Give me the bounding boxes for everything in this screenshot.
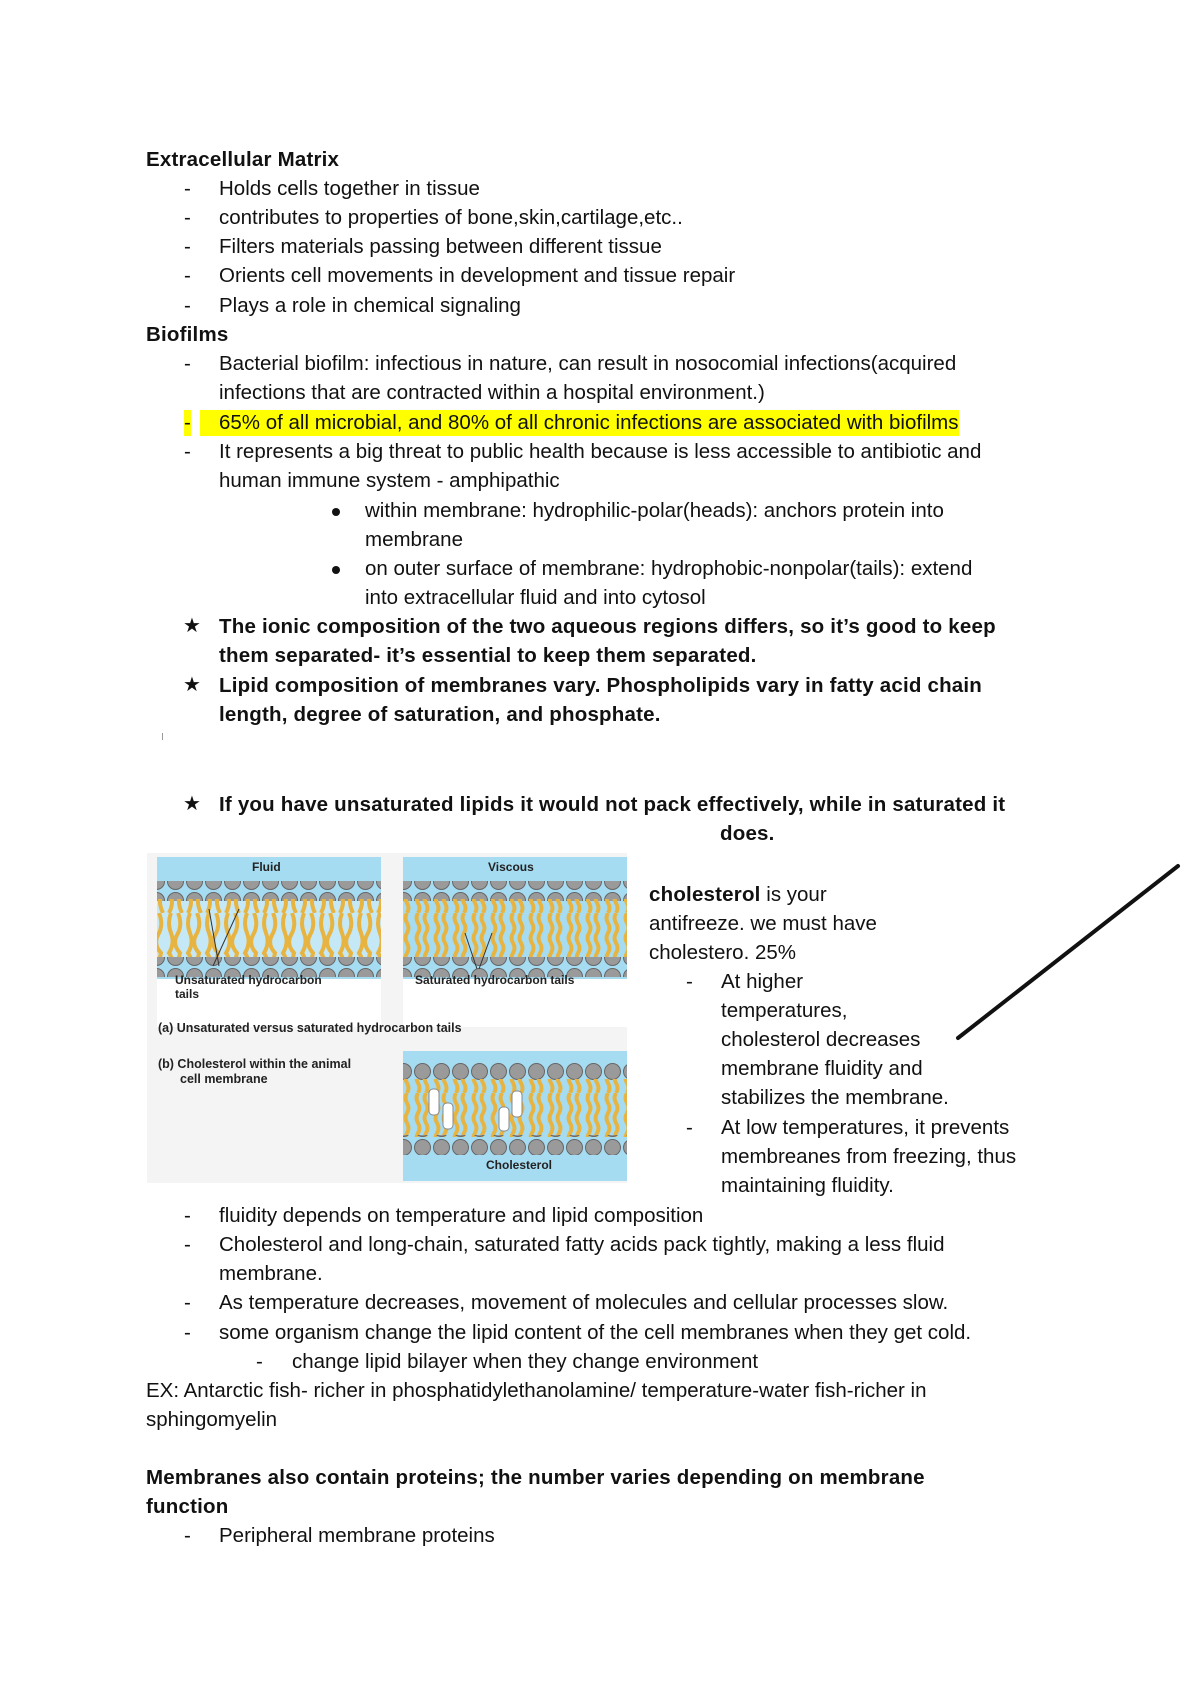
fluidity-item-cont: membrane. [219, 1262, 323, 1285]
protein-item: Peripheral membrane proteins [219, 1524, 495, 1547]
bullet-dash: - [184, 440, 191, 463]
viscous-label: Viscous [488, 860, 534, 874]
star-point: Lipid composition of membranes vary. Phospholipids vary in fatty acid chain [219, 674, 983, 697]
unsaturated-tails-label-cont: tails [175, 987, 200, 1001]
biofilm-item-cont: infections that are contracted within a hospital environment.) [219, 381, 765, 404]
star-icon: ★ [183, 674, 201, 696]
membrane-diagram [147, 853, 627, 1183]
bullet-dash: - [184, 411, 191, 434]
membrane-figure [147, 853, 627, 1183]
cholesterol-bullet-cont: stabilizes the membrane. [721, 1086, 949, 1109]
highlighted-stat [200, 408, 959, 437]
example-line-cont: sphingomyelin [146, 1408, 278, 1431]
bullet-dash: - [686, 970, 693, 993]
cholesterol-note-line: antifreeze. we must have [649, 912, 877, 935]
ecm-item: contributes to properties of bone,skin,cartilage,etc.. [219, 206, 683, 229]
cholesterol-note-rest: is your [760, 883, 827, 906]
bullet-dash: - [184, 1524, 191, 1547]
biofilm-item-cont: human immune system - amphipathic [219, 469, 560, 492]
fluidity-item: fluidity depends on temperature and lipid composition [219, 1204, 704, 1227]
sub-item: within membrane: hydrophilic-polar(heads): anchors protein into [365, 499, 944, 522]
star-point-cont: does. [720, 822, 775, 845]
biofilm-item: Bacterial biofilm: infectious in nature, can result in nosocomial infections(acquired [219, 352, 957, 375]
saturated-tails-label: Saturated hydrocarbon tails [415, 973, 575, 987]
star-point: If you have unsaturated lipids it would not pack effectively, while in saturated it [219, 793, 1006, 816]
cholesterol-bullet-cont: cholesterol decreases [721, 1028, 921, 1051]
ecm-item: Plays a role in chemical signaling [219, 294, 521, 317]
proteins-heading: Membranes also contain proteins; the number varies depending on membrane [146, 1466, 925, 1489]
bullet-dash: - [184, 294, 191, 317]
bullet-dot [332, 508, 340, 516]
bullet-dash: - [184, 206, 191, 229]
unsaturated-tails-label: Unsaturated hydrocarbon [175, 973, 322, 987]
biofilm-item: It represents a big threat to public health because is less accessible to antibiotic and [219, 440, 982, 463]
cholesterol-bullet-cont: maintaining fluidity. [721, 1174, 894, 1197]
star-icon: ★ [183, 793, 201, 815]
bullet-dot [332, 566, 340, 574]
highlighted-stat-text: 65% of all microbial, and 80% of all chronic infections are associated with biofilms [200, 410, 959, 436]
caption-b: (b) Cholesterol within the animal [158, 1057, 352, 1071]
cholesterol-bullet-cont: temperatures, [721, 999, 848, 1022]
fluid-label: Fluid [252, 860, 281, 874]
ecm-item: Orients cell movements in development and tissue repair [219, 264, 736, 287]
cholesterol-bold: cholesterol [649, 883, 761, 906]
caption-a: (a) Unsaturated versus saturated hydrocarbon tails [158, 1021, 462, 1035]
bullet-dash: - [184, 264, 191, 287]
star-point: The ionic composition of the two aqueous regions differs, so it’s good to keep [219, 615, 996, 638]
cholesterol-bullet: At low temperatures, it prevents [721, 1116, 1010, 1139]
bullet-dash: - [256, 1350, 263, 1373]
sub-item: on outer surface of membrane: hydrophobic-nonpolar(tails): extend [365, 557, 973, 580]
fluidity-item: As temperature decreases, movement of molecules and cellular processes slow. [219, 1291, 949, 1314]
cholesterol-bullet: At higher [721, 970, 804, 993]
bullet-dash: - [686, 1116, 693, 1139]
bullet-dash: - [184, 1291, 191, 1314]
cholesterol-note-line [649, 880, 827, 909]
star-point-cont: them separated- it’s essential to keep them separated. [219, 644, 757, 667]
bullet-dash: - [184, 235, 191, 258]
ecm-heading: Extracellular Matrix [146, 148, 340, 171]
cholesterol-note-line: cholestero. 25% [649, 941, 797, 964]
bullet-dash: - [184, 1233, 191, 1256]
caption-b-cont: cell membrane [180, 1072, 268, 1086]
star-icon: ★ [183, 615, 201, 637]
ecm-item: Holds cells together in tissue [219, 177, 480, 200]
cholesterol-bullet-cont: membreanes from freezing, thus [721, 1145, 1017, 1168]
bullet-dash: - [184, 177, 191, 200]
pen-stroke [950, 858, 1190, 1048]
fluidity-item: Cholesterol and long-chain, saturated fatty acids pack tightly, making a less fluid [219, 1233, 945, 1256]
fluidity-item: some organism change the lipid content of the cell membranes when they get cold. [219, 1321, 972, 1344]
sub-item-cont: membrane [365, 528, 463, 551]
star-point-cont: length, degree of saturation, and phosphate. [219, 703, 661, 726]
cholesterol-bullet-cont: membrane fluidity and [721, 1057, 923, 1080]
fluidity-sub-item: change lipid bilayer when they change environment [292, 1350, 759, 1373]
ecm-item: Filters materials passing between different tissue [219, 235, 662, 258]
cholesterol-label: Cholesterol [486, 1158, 553, 1172]
bullet-dash: - [184, 1204, 191, 1227]
example-line: EX: Antarctic fish- richer in phosphatidylethanolamine/ temperature-water fish-richer in [146, 1379, 927, 1402]
biofilms-heading: Biofilms [146, 323, 229, 346]
bullet-dash: - [184, 352, 191, 375]
stray-mark [162, 733, 163, 740]
sub-item-cont: into extracellular fluid and into cytosol [365, 586, 706, 609]
proteins-heading-cont: function [146, 1495, 229, 1518]
bullet-dash: - [184, 1321, 191, 1344]
